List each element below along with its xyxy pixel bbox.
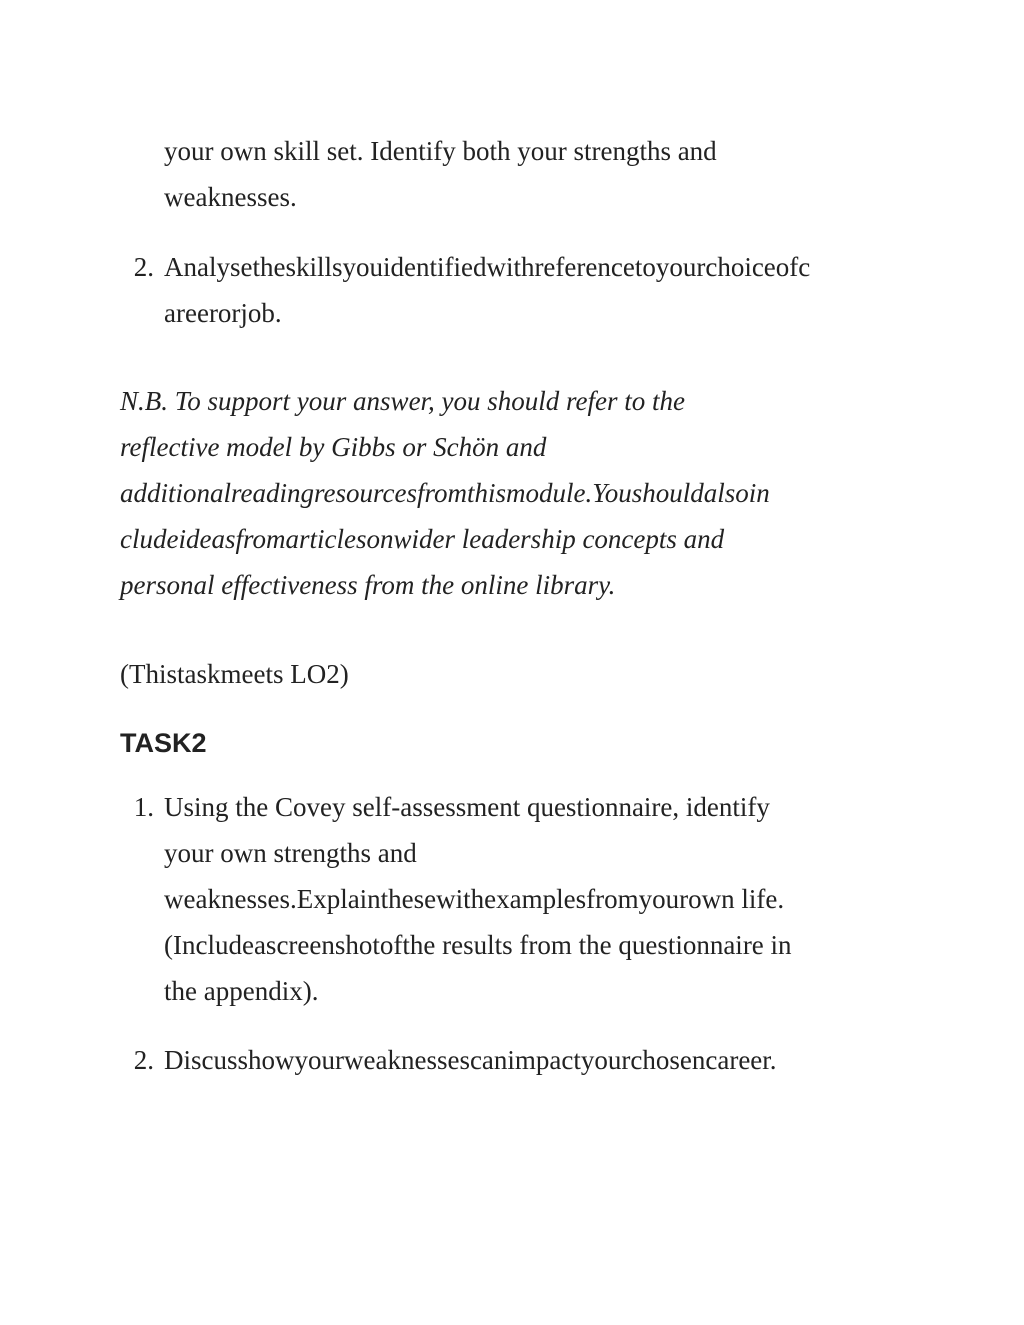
task1-item2-number: 2. [133, 252, 154, 282]
note-line-5: personal effectiveness from the online library. [120, 570, 616, 600]
task1-item2-line-2: areerorjob. [164, 298, 282, 328]
task2-heading: TASK2 [120, 728, 207, 758]
task2-item1-line-1: Using the Covey self-assessment questionnaire, identify [164, 792, 770, 822]
task2-item2-line-1: Discusshowyourweaknessescanimpactyourchosencareer. [164, 1045, 777, 1075]
task2-item1-line-4: (Includeascreenshotofthe results from the questionnaire in [164, 930, 792, 960]
task2-item1-line-2: your own strengths and [164, 838, 417, 868]
task1-item2-line-1: Analysetheskillsyouidentifiedwithreferencetoyourchoiceofc [164, 252, 811, 282]
note-line-3: additionalreadingresourcesfromthismodule.Youshouldalsoin [120, 478, 770, 508]
task2-item1-line-3: weaknesses.Explainthesewithexamplesfromyourown life. [164, 884, 785, 914]
task2-item1-line-5: the appendix). [164, 976, 319, 1006]
learning-outcome-note: (Thistaskmeets LO2) [120, 659, 349, 689]
task2-item2-number: 2. [133, 1045, 154, 1075]
note-line-1: N.B. To support your answer, you should refer to the [120, 386, 686, 416]
note-line-2: reflective model by Gibbs or Schön and [120, 432, 547, 462]
task2-item1-number: 1. [133, 792, 154, 822]
task1-item1-line-2: weaknesses. [164, 182, 297, 212]
task1-item1-line-1: your own skill set. Identify both your strengths and [164, 136, 717, 166]
note-line-4: cludeideasfromarticlesonwider leadership concepts and [120, 524, 725, 554]
